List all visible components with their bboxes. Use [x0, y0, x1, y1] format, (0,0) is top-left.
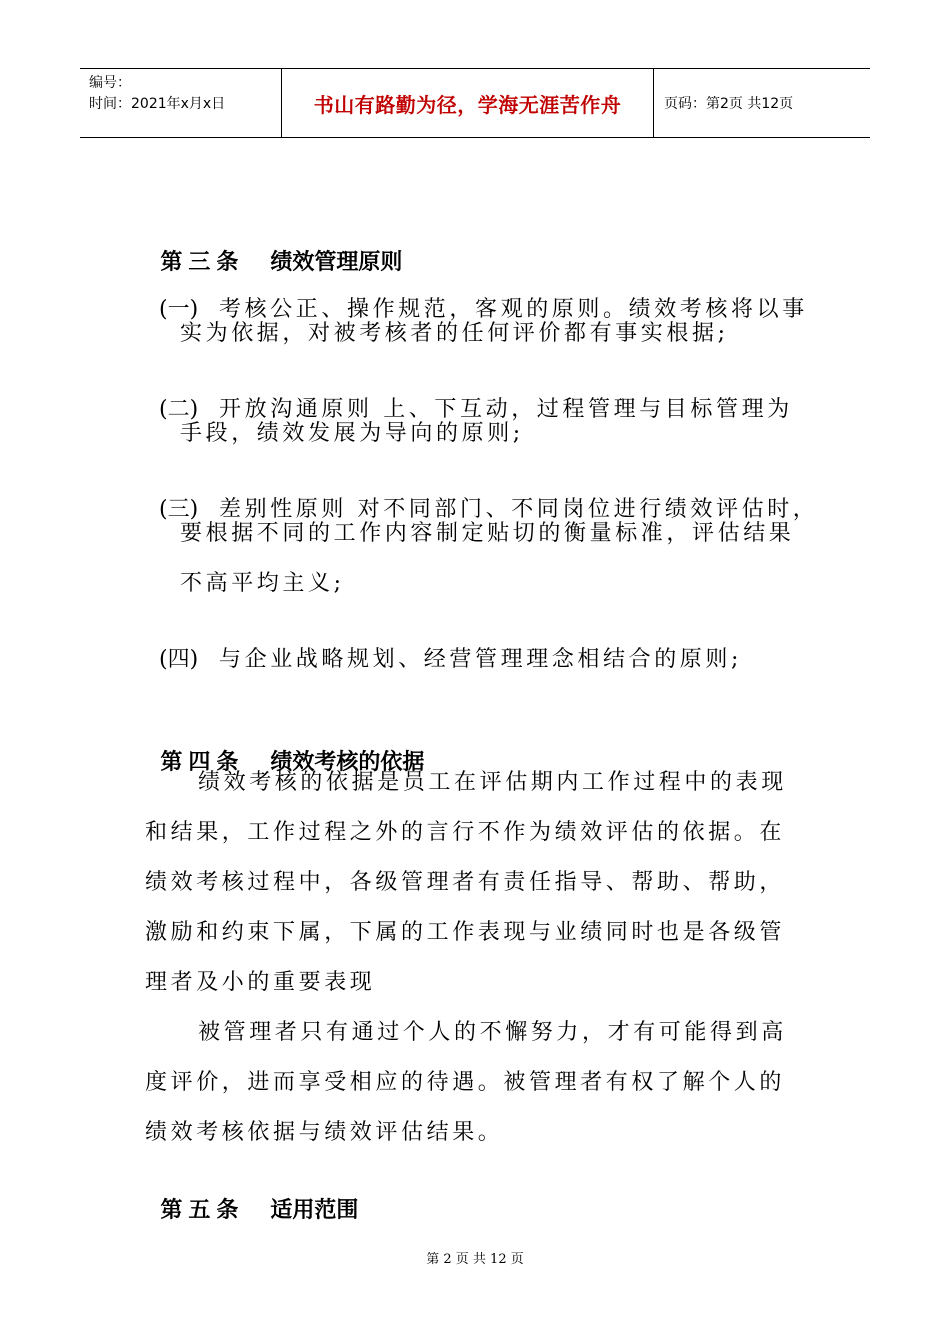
page-footer: 第 2 页 共 12 页: [426, 1252, 524, 1267]
article3-item-3: [145, 471, 818, 523]
motto-text: 书山有路勤为径，学海无涯苦作舟: [313, 92, 622, 117]
article4-title: 绩效考核的依据: [270, 750, 425, 775]
item-text: 与企业战略规划、经营管理理念相结合的原则;: [219, 647, 743, 672]
article3-heading: [145, 220, 402, 276]
item-marker: (四): [159, 647, 199, 672]
article5-title: 适用范围: [270, 1198, 359, 1223]
article5-heading: [145, 1168, 358, 1224]
item-text: 考核公正、操作规范，客观的原则。绩效考核将以事: [219, 297, 808, 322]
article4-para1-line2: 和结果，工作过程之外的言行不作为绩效评估的依据。在: [145, 820, 786, 845]
header-meta-cell: [80, 69, 282, 137]
article4-para2-line2: 度评价，进而享受相应的待遇。被管理者有权了解个人的: [145, 1070, 786, 1095]
article3-title: 绩效管理原则: [270, 250, 403, 275]
article4-number: 第四条: [160, 750, 245, 775]
article3-item-3-cont-2: 不高平均主义;: [180, 571, 345, 596]
page-header: [80, 68, 870, 138]
header-motto-cell: [282, 69, 654, 137]
article4-para1-line5: 理者及小的重要表现: [145, 970, 376, 995]
header-page-info: 页码：第2页 共12页: [664, 96, 794, 112]
article4-heading: [145, 720, 424, 776]
header-page-cell: [654, 69, 870, 137]
date-label: 时间：2021年x月x日: [89, 96, 226, 112]
article4-para2-line1: 被管理者只有通过个人的不懈努力，才有可能得到高: [198, 1020, 787, 1045]
article5-number: 第五条: [160, 1198, 245, 1223]
article3-item-3-cont-1: 要根据不同的工作内容制定贴切的衡量标准，评估结果: [180, 521, 795, 546]
item-text: 开放沟通原则 上、下互动，过程管理与目标管理为: [219, 397, 793, 422]
item-text: 差别性原则 对不同部门、不同岗位进行绩效评估时，: [219, 497, 819, 522]
article3-item-4: [145, 621, 742, 673]
item-marker: (三): [159, 497, 199, 522]
article4-para1-line1: 绩效考核的依据是员工在评估期内工作过程中的表现: [198, 770, 787, 795]
item-marker: (一): [159, 297, 199, 322]
article3-item-1: [145, 271, 808, 323]
item-marker: (二): [159, 397, 199, 422]
serial-label: 编号：: [89, 75, 131, 91]
article3-number: 第三条: [160, 250, 245, 275]
article3-item-2-cont: 手段，绩效发展为导向的原则;: [180, 421, 524, 446]
article3-item-2: [145, 371, 793, 423]
article4-para1-line4: 激励和约束下属，下属的工作表现与业绩同时也是各级管: [145, 920, 786, 945]
article4-para1-line3: 绩效考核过程中，各级管理者有责任指导、帮助、帮助，: [145, 870, 786, 895]
article4-para2-line3: 绩效考核依据与绩效评估结果。: [145, 1120, 504, 1145]
article3-item-1-cont: 实为依据，对被考核者的任何评价都有事实根据;: [180, 321, 729, 346]
